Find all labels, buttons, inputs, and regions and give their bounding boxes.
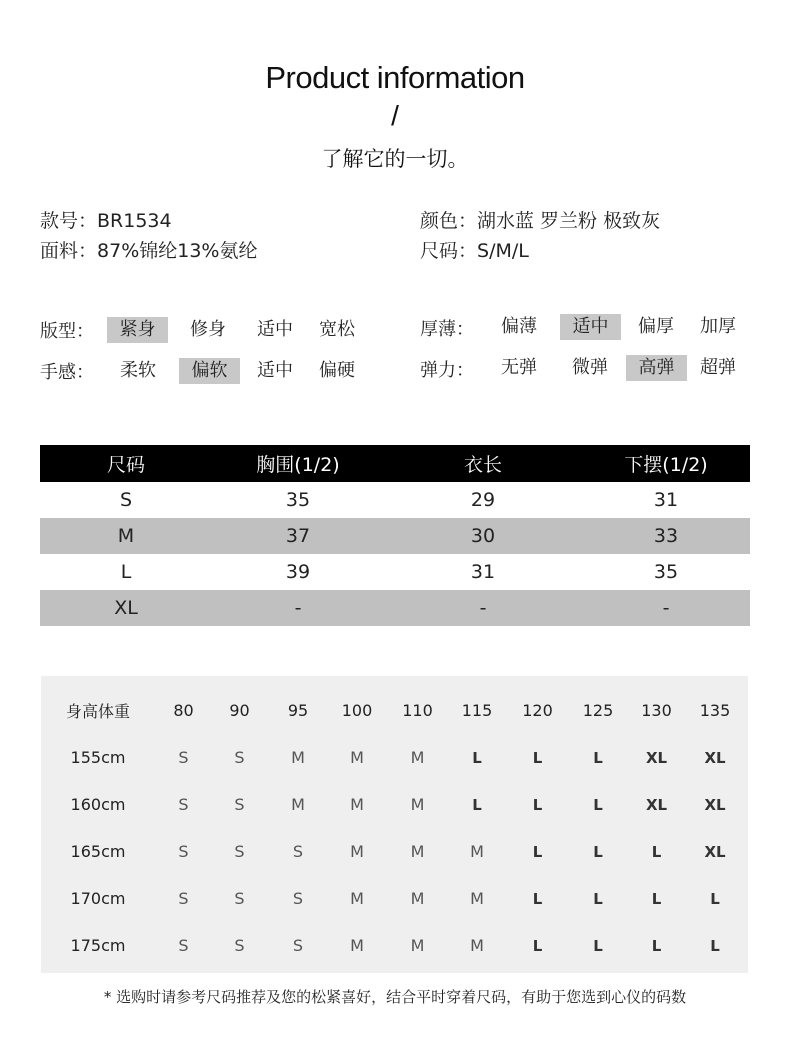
size-cell: L: [593, 842, 603, 861]
height-label: 165cm: [70, 842, 126, 861]
size-cell: M: [410, 936, 425, 955]
size-recommendation-grid: [41, 676, 748, 973]
elasticity-option: 无弹: [501, 357, 537, 378]
table-row: [40, 518, 750, 554]
size-cell: S: [234, 748, 245, 767]
color: [420, 206, 660, 233]
size-cell: L: [651, 889, 662, 908]
table-cell: M: [40, 518, 212, 554]
size-cell: L: [532, 889, 543, 908]
table-row: [40, 482, 750, 518]
thickness-option: 偏薄: [501, 316, 537, 337]
size-cell: XL: [704, 842, 726, 861]
fit-option: 紧身: [107, 317, 168, 343]
table-cell: XL: [40, 590, 212, 626]
size-cell: L: [593, 748, 603, 767]
elasticity-option: 超弹: [700, 357, 736, 378]
size-cell: S: [292, 889, 304, 908]
size-cell: XL: [704, 795, 726, 814]
col-header-size: 尺码: [40, 445, 212, 482]
size-range: [420, 236, 529, 263]
col-header-hem: 下摆(1/2): [582, 445, 750, 482]
fabric-label: 面料：: [40, 240, 98, 262]
table-cell: 39: [285, 561, 311, 583]
size-cell: M: [350, 748, 364, 767]
size-cell: S: [234, 795, 245, 814]
feel-option: 柔软: [120, 360, 156, 381]
table-cell: 31: [653, 489, 679, 511]
feel-label: 手感：: [40, 362, 94, 383]
weight-header: 95: [287, 701, 309, 720]
size-range-label: 尺码：: [420, 240, 478, 262]
size-cell: XL: [704, 748, 726, 767]
weight-header: 80: [173, 701, 194, 720]
size-cell: M: [410, 842, 425, 861]
size-cell: M: [291, 795, 305, 814]
thickness-option: 偏厚: [638, 316, 674, 337]
grid-corner-label: 身高体重: [65, 702, 130, 721]
page-title: Product information: [265, 60, 525, 95]
table-cell: 37: [212, 518, 384, 554]
size-cell: L: [593, 889, 603, 908]
size-table-header: [40, 445, 750, 482]
table-cell: L: [120, 561, 132, 583]
table-cell: 31: [470, 561, 496, 583]
table-cell: -: [582, 590, 750, 626]
weight-header: 135: [699, 701, 731, 720]
table-cell: 29: [470, 489, 496, 511]
height-label: 175cm: [70, 936, 126, 955]
size-cell: S: [234, 842, 245, 861]
size-cell: M: [410, 748, 425, 767]
feel-option: 偏软: [179, 358, 240, 384]
weight-header: 100: [341, 701, 373, 720]
elasticity-option: 高弹: [626, 355, 687, 381]
footnote: * 选购时请参考尺码推荐及您的松紧喜好，结合平时穿着尺码，有助于您选到心仪的码数: [103, 988, 687, 1006]
size-table: [40, 445, 750, 626]
weight-header: 130: [641, 701, 672, 720]
size-cell: M: [410, 889, 425, 908]
size-cell: S: [178, 889, 189, 908]
weight-header: 125: [582, 701, 614, 720]
size-cell: M: [410, 795, 425, 814]
fabric: [40, 236, 257, 263]
size-cell: M: [291, 748, 305, 767]
size-cell: XL: [645, 748, 668, 767]
size-cell: M: [350, 842, 364, 861]
size-cell: M: [350, 936, 364, 955]
height-label: 160cm: [70, 795, 126, 814]
fabric-value: 87%锦纶13%氨纶: [97, 240, 258, 262]
fit-option: 宽松: [319, 319, 355, 340]
feel-option: 适中: [257, 360, 293, 381]
table-cell: 35: [653, 561, 679, 583]
grid-row: [41, 734, 742, 781]
height-label: 155cm: [70, 748, 126, 767]
grid-row: [41, 828, 742, 875]
weight-header: 90: [229, 701, 250, 720]
weight-header: 115: [461, 701, 493, 720]
size-cell: S: [178, 936, 189, 955]
size-cell: S: [178, 842, 189, 861]
elasticity-option: 微弹: [572, 357, 608, 378]
thickness-label: 厚薄：: [420, 319, 474, 340]
size-cell: S: [234, 936, 245, 955]
style-number-label: 款号：: [40, 210, 98, 232]
size-cell: L: [710, 936, 720, 955]
size-cell: S: [292, 842, 304, 861]
table-row: [40, 554, 750, 590]
size-cell: L: [593, 795, 603, 814]
color-value: 湖水蓝 罗兰粉 极致灰: [477, 210, 661, 232]
weight-header: 120: [522, 701, 553, 720]
thickness-option: 适中: [560, 314, 621, 340]
size-cell: S: [178, 795, 189, 814]
size-range-value: S/M/L: [477, 240, 529, 262]
table-cell: 35: [285, 489, 311, 511]
size-cell: S: [292, 936, 304, 955]
table-cell: -: [384, 590, 582, 626]
height-label: 170cm: [70, 889, 126, 908]
grid-row: [41, 875, 742, 922]
table-cell: 33: [582, 518, 750, 554]
size-cell: M: [350, 889, 364, 908]
size-cell: L: [651, 842, 662, 861]
page-subtitle: 了解它的一切。: [321, 147, 469, 171]
fit-option: 修身: [190, 319, 226, 340]
feel-option: 偏硬: [319, 360, 355, 381]
fit-option: 适中: [257, 319, 293, 340]
size-cell: L: [532, 795, 543, 814]
size-cell: M: [470, 936, 484, 955]
size-cell: S: [234, 889, 245, 908]
size-cell: L: [710, 889, 720, 908]
weight-header: 110: [402, 701, 433, 720]
fit-label: 版型：: [40, 321, 94, 342]
grid-header-row: [41, 687, 742, 734]
table-row: [40, 590, 750, 626]
size-cell: L: [472, 748, 482, 767]
color-label: 颜色：: [420, 210, 478, 232]
col-header-chest: 胸围(1/2): [212, 445, 384, 482]
title-divider: /: [391, 100, 399, 131]
size-cell: L: [532, 936, 543, 955]
size-cell: M: [470, 842, 484, 861]
style-number-value: BR1534: [97, 210, 172, 232]
size-cell: M: [470, 889, 484, 908]
table-cell: -: [212, 590, 384, 626]
col-header-length: 衣长: [384, 445, 582, 482]
thickness-option: 加厚: [700, 316, 736, 337]
size-cell: XL: [645, 795, 668, 814]
elasticity-label: 弹力：: [420, 360, 474, 381]
size-cell: S: [178, 748, 189, 767]
style-number: [40, 206, 172, 233]
size-cell: L: [651, 936, 662, 955]
size-cell: L: [472, 795, 482, 814]
grid-row: [41, 922, 742, 969]
table-cell: S: [119, 489, 133, 511]
size-cell: L: [532, 748, 543, 767]
size-cell: L: [532, 842, 543, 861]
size-cell: L: [593, 936, 603, 955]
grid-row: [41, 781, 742, 828]
table-cell: 30: [384, 518, 582, 554]
size-cell: M: [350, 795, 364, 814]
